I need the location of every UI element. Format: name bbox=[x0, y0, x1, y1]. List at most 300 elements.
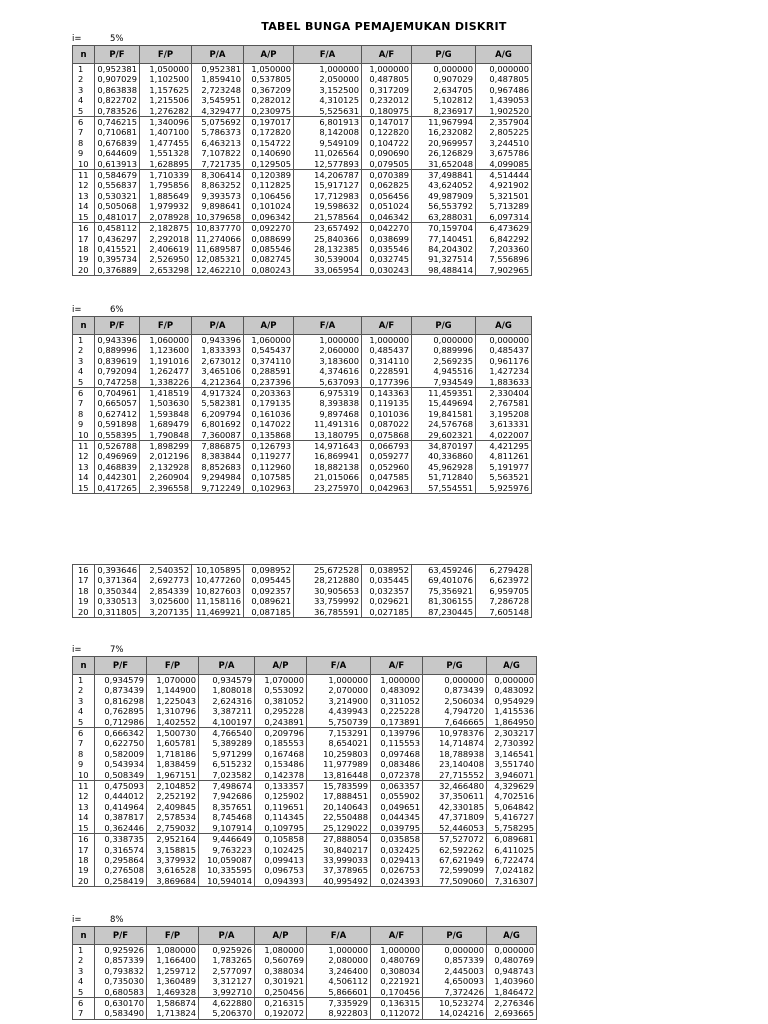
table-row bbox=[73, 738, 537, 748]
factor-cell: 7,934549 bbox=[412, 377, 476, 388]
factor-cell: 0,436297 bbox=[95, 234, 140, 244]
factor-cell: 8,863252 bbox=[192, 180, 244, 190]
factor-cell: 0,282012 bbox=[244, 95, 294, 105]
factor-cell: 10,827603 bbox=[192, 586, 244, 596]
period-cell: 8 bbox=[73, 138, 95, 148]
period-cell: 14 bbox=[73, 201, 95, 211]
factor-cell: 0,092357 bbox=[244, 586, 294, 596]
factor-cell: 2,330404 bbox=[476, 388, 532, 399]
factor-cell: 0,934579 bbox=[95, 675, 147, 686]
factor-cell: 1,790848 bbox=[140, 430, 192, 441]
factor-cell: 0,793832 bbox=[95, 966, 147, 976]
factor-cell: 4,099085 bbox=[476, 159, 532, 170]
factor-cell: 0,545437 bbox=[244, 345, 294, 355]
factor-cell: 1,477455 bbox=[140, 138, 192, 148]
factor-cell: 0,180975 bbox=[362, 106, 412, 117]
factor-cell: 70,159704 bbox=[412, 223, 476, 234]
factor-cell: 11,274066 bbox=[192, 234, 244, 244]
column-header: A/F bbox=[371, 927, 423, 945]
factor-cell: 1,070000 bbox=[147, 675, 199, 686]
factor-cell: 7,203360 bbox=[476, 244, 532, 254]
column-header: P/F bbox=[95, 317, 140, 335]
factor-cell: 8,357651 bbox=[199, 802, 255, 812]
factor-cell: 1,979932 bbox=[140, 201, 192, 211]
factor-cell: 0,038952 bbox=[362, 565, 412, 576]
factor-cell: 0,666342 bbox=[95, 728, 147, 739]
factor-cell: 31,652048 bbox=[412, 159, 476, 170]
factor-cell: 21,578564 bbox=[294, 212, 362, 223]
column-header: F/A bbox=[307, 657, 371, 675]
period-cell: 6 bbox=[73, 998, 95, 1009]
factor-cell: 4,766540 bbox=[199, 728, 255, 739]
factor-cell: 1,060000 bbox=[140, 335, 192, 346]
factor-cell: 3,183600 bbox=[294, 356, 362, 366]
factor-cell: 1,713824 bbox=[147, 1008, 199, 1019]
table-row bbox=[73, 998, 537, 1009]
column-header: F/P bbox=[140, 317, 192, 335]
table-row bbox=[73, 85, 532, 95]
factor-cell: 0,442301 bbox=[95, 472, 140, 482]
factor-cell: 4,917324 bbox=[192, 388, 244, 399]
factor-cell: 0,468839 bbox=[95, 462, 140, 472]
factor-cell: 18,788938 bbox=[423, 749, 487, 759]
factor-cell: 11,967994 bbox=[412, 117, 476, 128]
factor-cell: 0,839619 bbox=[95, 356, 140, 366]
table-row bbox=[73, 64, 532, 75]
period-cell: 3 bbox=[73, 356, 95, 366]
factor-cell: 10,523274 bbox=[423, 998, 487, 1009]
factor-cell: 2,653298 bbox=[140, 265, 192, 276]
table-header-row bbox=[73, 317, 532, 335]
factor-cell: 6,089681 bbox=[487, 834, 537, 845]
column-header: P/A bbox=[199, 927, 255, 945]
factor-cell: 0,052960 bbox=[362, 462, 412, 472]
factor-cell: 0,537805 bbox=[244, 74, 294, 84]
factor-cell: 20,969957 bbox=[412, 138, 476, 148]
interest-table-block bbox=[72, 645, 537, 887]
factor-cell: 0,197017 bbox=[244, 117, 294, 128]
table-row bbox=[73, 865, 537, 875]
table-row bbox=[73, 675, 537, 686]
factor-cell: 1,846472 bbox=[487, 987, 537, 998]
factor-cell: 3,246400 bbox=[307, 966, 371, 976]
factor-cell: 1,689479 bbox=[140, 419, 192, 429]
factor-cell: 0,630170 bbox=[95, 998, 147, 1009]
factor-cell: 0,232012 bbox=[362, 95, 412, 105]
factor-cell: 6,279428 bbox=[476, 565, 532, 576]
factor-cell: 10,335595 bbox=[199, 865, 255, 875]
period-cell: 9 bbox=[73, 148, 95, 158]
column-header: n bbox=[73, 317, 95, 335]
factor-cell: 2,292018 bbox=[140, 234, 192, 244]
factor-cell: 0,000000 bbox=[412, 64, 476, 75]
table-row bbox=[73, 335, 532, 346]
period-cell: 14 bbox=[73, 812, 95, 822]
factor-cell: 33,999033 bbox=[307, 855, 371, 865]
factor-cell: 2,104852 bbox=[147, 781, 199, 792]
factor-cell: 0,584679 bbox=[95, 170, 140, 181]
factor-cell: 62,592262 bbox=[423, 845, 487, 855]
factor-cell: 1,859410 bbox=[192, 74, 244, 84]
factor-cell: 0,092270 bbox=[244, 223, 294, 234]
factor-cell: 75,356921 bbox=[412, 586, 476, 596]
factor-cell: 0,556837 bbox=[95, 180, 140, 190]
factor-cell: 9,763223 bbox=[199, 845, 255, 855]
factor-cell: 2,012196 bbox=[140, 451, 192, 461]
factor-cell: 0,627412 bbox=[95, 409, 140, 419]
factor-cell: 1,000000 bbox=[362, 335, 412, 346]
table-row bbox=[73, 377, 532, 388]
factor-cell: 63,288031 bbox=[412, 212, 476, 223]
table-row bbox=[73, 234, 532, 244]
factor-cell: 8,654021 bbox=[307, 738, 371, 748]
factor-cell: 0,147017 bbox=[362, 117, 412, 128]
factor-cell: 3,244510 bbox=[476, 138, 532, 148]
period-cell: 16 bbox=[73, 834, 95, 845]
factor-cell: 0,000000 bbox=[487, 675, 537, 686]
table-row bbox=[73, 388, 532, 399]
period-cell: 20 bbox=[73, 607, 95, 618]
factor-cell: 0,560769 bbox=[255, 955, 307, 965]
interest-table-block bbox=[72, 564, 532, 618]
factor-cell: 0,487805 bbox=[476, 74, 532, 84]
period-cell: 7 bbox=[73, 1008, 95, 1019]
factor-cell: 1,050000 bbox=[140, 64, 192, 75]
factor-cell: 3,551740 bbox=[487, 759, 537, 769]
factor-cell: 0,505068 bbox=[95, 201, 140, 211]
factor-cell: 24,576768 bbox=[412, 419, 476, 429]
factor-cell: 0,119277 bbox=[244, 451, 294, 461]
column-header: A/P bbox=[244, 46, 294, 64]
column-header: P/G bbox=[423, 657, 487, 675]
factor-cell: 1,469328 bbox=[147, 987, 199, 998]
table-row bbox=[73, 696, 537, 706]
factor-cell: 11,459351 bbox=[412, 388, 476, 399]
factor-cell: 1,808018 bbox=[199, 685, 255, 695]
factor-cell: 7,024182 bbox=[487, 865, 537, 875]
factor-cell: 0,387817 bbox=[95, 812, 147, 822]
factor-cell: 1,403960 bbox=[487, 976, 537, 986]
table-row bbox=[73, 791, 537, 801]
column-header: A/P bbox=[255, 657, 307, 675]
period-cell: 3 bbox=[73, 696, 95, 706]
period-cell: 15 bbox=[73, 212, 95, 223]
factor-cell: 11,158116 bbox=[192, 596, 244, 606]
factor-cell: 6,975319 bbox=[294, 388, 362, 399]
factor-cell: 19,841581 bbox=[412, 409, 476, 419]
factor-cell: 9,897468 bbox=[294, 409, 362, 419]
factor-cell: 1,060000 bbox=[244, 335, 294, 346]
factor-cell: 4,374616 bbox=[294, 366, 362, 376]
factor-cell: 17,712983 bbox=[294, 191, 362, 201]
factor-cell: 0,553092 bbox=[255, 685, 307, 695]
factor-cell: 6,473629 bbox=[476, 223, 532, 234]
factor-cell: 17,888451 bbox=[307, 791, 371, 801]
factor-cell: 14,714874 bbox=[423, 738, 487, 748]
factor-cell: 1,310796 bbox=[147, 706, 199, 716]
column-header: P/A bbox=[199, 657, 255, 675]
table-row bbox=[73, 74, 532, 84]
interest-rate-label bbox=[72, 645, 537, 656]
factor-cell: 1,276282 bbox=[140, 106, 192, 117]
factor-cell: 1,191016 bbox=[140, 356, 192, 366]
column-header: A/G bbox=[487, 927, 537, 945]
factor-cell: 1,225043 bbox=[147, 696, 199, 706]
table-row bbox=[73, 201, 532, 211]
factor-cell: 12,462210 bbox=[192, 265, 244, 276]
factor-cell: 15,783599 bbox=[307, 781, 371, 792]
table-row bbox=[73, 483, 532, 494]
factor-cell: 19,598632 bbox=[294, 201, 362, 211]
factor-cell: 0,047585 bbox=[362, 472, 412, 482]
factor-cell: 1,551328 bbox=[140, 148, 192, 158]
rate-value: 6% bbox=[110, 305, 124, 315]
factor-cell: 4,945516 bbox=[412, 366, 476, 376]
factor-cell: 4,421295 bbox=[476, 441, 532, 452]
factor-cell: 15,449694 bbox=[412, 398, 476, 408]
factor-cell: 2,578534 bbox=[147, 812, 199, 822]
factor-cell: 0,167468 bbox=[255, 749, 307, 759]
table-row bbox=[73, 451, 532, 461]
factor-cell: 5,750739 bbox=[307, 717, 371, 728]
rate-prefix: i= bbox=[72, 645, 82, 655]
factor-cell: 3,946071 bbox=[487, 770, 537, 781]
factor-cell: 0,106456 bbox=[244, 191, 294, 201]
column-header: F/A bbox=[307, 927, 371, 945]
factor-cell: 1,783265 bbox=[199, 955, 255, 965]
factor-cell: 0,415521 bbox=[95, 244, 140, 254]
factor-cell: 0,056456 bbox=[362, 191, 412, 201]
period-cell: 4 bbox=[73, 976, 95, 986]
factor-cell: 0,367209 bbox=[244, 85, 294, 95]
factor-cell: 0,381052 bbox=[255, 696, 307, 706]
table-row bbox=[73, 441, 532, 452]
factor-cell: 0,228591 bbox=[362, 366, 412, 376]
factor-cell: 4,811261 bbox=[476, 451, 532, 461]
table-row bbox=[73, 802, 537, 812]
factor-cell: 0,082745 bbox=[244, 254, 294, 264]
period-cell: 12 bbox=[73, 451, 95, 461]
factor-cell: 0,161036 bbox=[244, 409, 294, 419]
period-cell: 11 bbox=[73, 441, 95, 452]
factor-cell: 0,032745 bbox=[362, 254, 412, 264]
factor-cell: 1,885649 bbox=[140, 191, 192, 201]
factor-cell: 0,172820 bbox=[244, 127, 294, 137]
interest-table bbox=[72, 926, 537, 1020]
period-cell: 6 bbox=[73, 117, 95, 128]
factor-cell: 28,212880 bbox=[294, 575, 362, 585]
factor-cell: 25,840366 bbox=[294, 234, 362, 244]
table-row bbox=[73, 728, 537, 739]
factor-cell: 5,866601 bbox=[307, 987, 371, 998]
column-header: n bbox=[73, 46, 95, 64]
table-row bbox=[73, 749, 537, 759]
table-row bbox=[73, 138, 532, 148]
factor-cell: 1,710339 bbox=[140, 170, 192, 181]
factor-cell: 0,558395 bbox=[95, 430, 140, 441]
factor-cell: 0,216315 bbox=[255, 998, 307, 1009]
factor-cell: 2,692773 bbox=[140, 575, 192, 585]
table-row bbox=[73, 706, 537, 716]
table-row bbox=[73, 575, 532, 585]
factor-cell: 11,469921 bbox=[192, 607, 244, 618]
factor-cell: 8,745468 bbox=[199, 812, 255, 822]
factor-cell: 0,042270 bbox=[362, 223, 412, 234]
factor-cell: 4,650093 bbox=[423, 976, 487, 986]
factor-cell: 0,098952 bbox=[244, 565, 294, 576]
factor-cell: 2,303217 bbox=[487, 728, 537, 739]
factor-cell: 4,794720 bbox=[423, 706, 487, 716]
factor-cell: 6,411025 bbox=[487, 845, 537, 855]
factor-cell: 1,407100 bbox=[140, 127, 192, 137]
table-row bbox=[73, 596, 532, 606]
interest-table-block bbox=[72, 915, 537, 1020]
factor-cell: 0,295228 bbox=[255, 706, 307, 716]
factor-cell: 0,704961 bbox=[95, 388, 140, 399]
factor-cell: 0,889996 bbox=[412, 345, 476, 355]
factor-cell: 37,498841 bbox=[412, 170, 476, 181]
period-cell: 2 bbox=[73, 955, 95, 965]
factor-cell: 0,485437 bbox=[476, 345, 532, 355]
factor-cell: 0,301921 bbox=[255, 976, 307, 986]
table-header-row bbox=[73, 657, 537, 675]
factor-cell: 0,952381 bbox=[192, 64, 244, 75]
factor-cell: 40,336860 bbox=[412, 451, 476, 461]
table-row bbox=[73, 945, 537, 956]
table-row bbox=[73, 781, 537, 792]
factor-cell: 5,525631 bbox=[294, 106, 362, 117]
column-header: F/P bbox=[140, 46, 192, 64]
column-header: P/G bbox=[412, 317, 476, 335]
factor-cell: 1,838459 bbox=[147, 759, 199, 769]
period-cell: 4 bbox=[73, 95, 95, 105]
factor-cell: 0,087022 bbox=[362, 419, 412, 429]
factor-cell: 5,191977 bbox=[476, 462, 532, 472]
table-row bbox=[73, 345, 532, 355]
factor-cell: 0,496969 bbox=[95, 451, 140, 461]
period-cell: 12 bbox=[73, 180, 95, 190]
period-cell: 1 bbox=[73, 945, 95, 956]
factor-cell: 8,236917 bbox=[412, 106, 476, 117]
factor-cell: 6,097314 bbox=[476, 212, 532, 223]
factor-cell: 1,503630 bbox=[140, 398, 192, 408]
factor-cell: 1,628895 bbox=[140, 159, 192, 170]
factor-cell: 1,000000 bbox=[362, 64, 412, 75]
factor-cell: 0,961176 bbox=[476, 356, 532, 366]
factor-cell: 0,119651 bbox=[255, 802, 307, 812]
table-row bbox=[73, 254, 532, 264]
column-header: A/F bbox=[362, 46, 412, 64]
factor-cell: 12,085321 bbox=[192, 254, 244, 264]
factor-cell: 3,146541 bbox=[487, 749, 537, 759]
factor-cell: 0,080243 bbox=[244, 265, 294, 276]
interest-rate-label bbox=[72, 915, 537, 926]
table-row bbox=[73, 834, 537, 845]
factor-cell: 1,000000 bbox=[294, 335, 362, 346]
factor-cell: 4,439943 bbox=[307, 706, 371, 716]
factor-cell: 8,142008 bbox=[294, 127, 362, 137]
factor-cell: 0,710681 bbox=[95, 127, 140, 137]
table-row bbox=[73, 876, 537, 887]
factor-cell: 0,096342 bbox=[244, 212, 294, 223]
factor-cell: 0,483092 bbox=[487, 685, 537, 695]
factor-cell: 14,971643 bbox=[294, 441, 362, 452]
factor-cell: 2,805225 bbox=[476, 127, 532, 137]
factor-cell: 4,622880 bbox=[199, 998, 255, 1009]
factor-cell: 0,816298 bbox=[95, 696, 147, 706]
factor-cell: 1,080000 bbox=[147, 945, 199, 956]
factor-cell: 0,035445 bbox=[362, 575, 412, 585]
factor-cell: 0,179135 bbox=[244, 398, 294, 408]
factor-cell: 1,000000 bbox=[307, 675, 371, 686]
factor-cell: 0,582009 bbox=[95, 749, 147, 759]
factor-cell: 8,383844 bbox=[192, 451, 244, 461]
factor-cell: 14,206787 bbox=[294, 170, 362, 181]
factor-cell: 0,483092 bbox=[371, 685, 423, 695]
factor-cell: 7,942686 bbox=[199, 791, 255, 801]
period-cell: 4 bbox=[73, 366, 95, 376]
factor-cell: 4,506112 bbox=[307, 976, 371, 986]
factor-cell: 0,000000 bbox=[423, 945, 487, 956]
factor-cell: 0,079505 bbox=[362, 159, 412, 170]
table-row bbox=[73, 717, 537, 728]
factor-cell: 0,857339 bbox=[95, 955, 147, 965]
factor-cell: 0,090690 bbox=[362, 148, 412, 158]
period-cell: 17 bbox=[73, 845, 95, 855]
factor-cell: 29,602321 bbox=[412, 430, 476, 441]
column-header: P/G bbox=[412, 46, 476, 64]
factor-cell: 0,030243 bbox=[362, 265, 412, 276]
factor-cell: 7,372426 bbox=[423, 987, 487, 998]
factor-cell: 0,395734 bbox=[95, 254, 140, 264]
column-header: n bbox=[73, 927, 95, 945]
table-row bbox=[73, 223, 532, 234]
factor-cell: 0,458112 bbox=[95, 223, 140, 234]
factor-cell: 11,491316 bbox=[294, 419, 362, 429]
factor-cell: 12,577893 bbox=[294, 159, 362, 170]
column-header: P/F bbox=[95, 46, 140, 64]
factor-cell: 3,869684 bbox=[147, 876, 199, 887]
period-cell: 19 bbox=[73, 596, 95, 606]
rate-value: 5% bbox=[110, 34, 124, 44]
factor-cell: 8,852683 bbox=[192, 462, 244, 472]
factor-cell: 0,613913 bbox=[95, 159, 140, 170]
period-cell: 13 bbox=[73, 462, 95, 472]
factor-cell: 0,112072 bbox=[371, 1008, 423, 1019]
factor-cell: 0,952381 bbox=[95, 64, 140, 75]
factor-cell: 4,514444 bbox=[476, 170, 532, 181]
factor-cell: 7,360087 bbox=[192, 430, 244, 441]
factor-cell: 0,925926 bbox=[95, 945, 147, 956]
factor-cell: 47,371809 bbox=[423, 812, 487, 822]
factor-cell: 0,308034 bbox=[371, 966, 423, 976]
factor-cell: 23,140408 bbox=[423, 759, 487, 769]
factor-cell: 0,099413 bbox=[255, 855, 307, 865]
factor-cell: 0,104722 bbox=[362, 138, 412, 148]
factor-cell: 0,109795 bbox=[255, 823, 307, 834]
factor-cell: 2,357904 bbox=[476, 117, 532, 128]
factor-cell: 0,114345 bbox=[255, 812, 307, 822]
period-cell: 14 bbox=[73, 472, 95, 482]
interest-rate-label bbox=[72, 34, 532, 45]
factor-cell: 0,735030 bbox=[95, 976, 147, 986]
column-header: P/F bbox=[95, 657, 147, 675]
period-cell: 11 bbox=[73, 170, 95, 181]
factor-cell: 0,250456 bbox=[255, 987, 307, 998]
factor-cell: 0,295864 bbox=[95, 855, 147, 865]
factor-cell: 0,925926 bbox=[199, 945, 255, 956]
table-row bbox=[73, 966, 537, 976]
